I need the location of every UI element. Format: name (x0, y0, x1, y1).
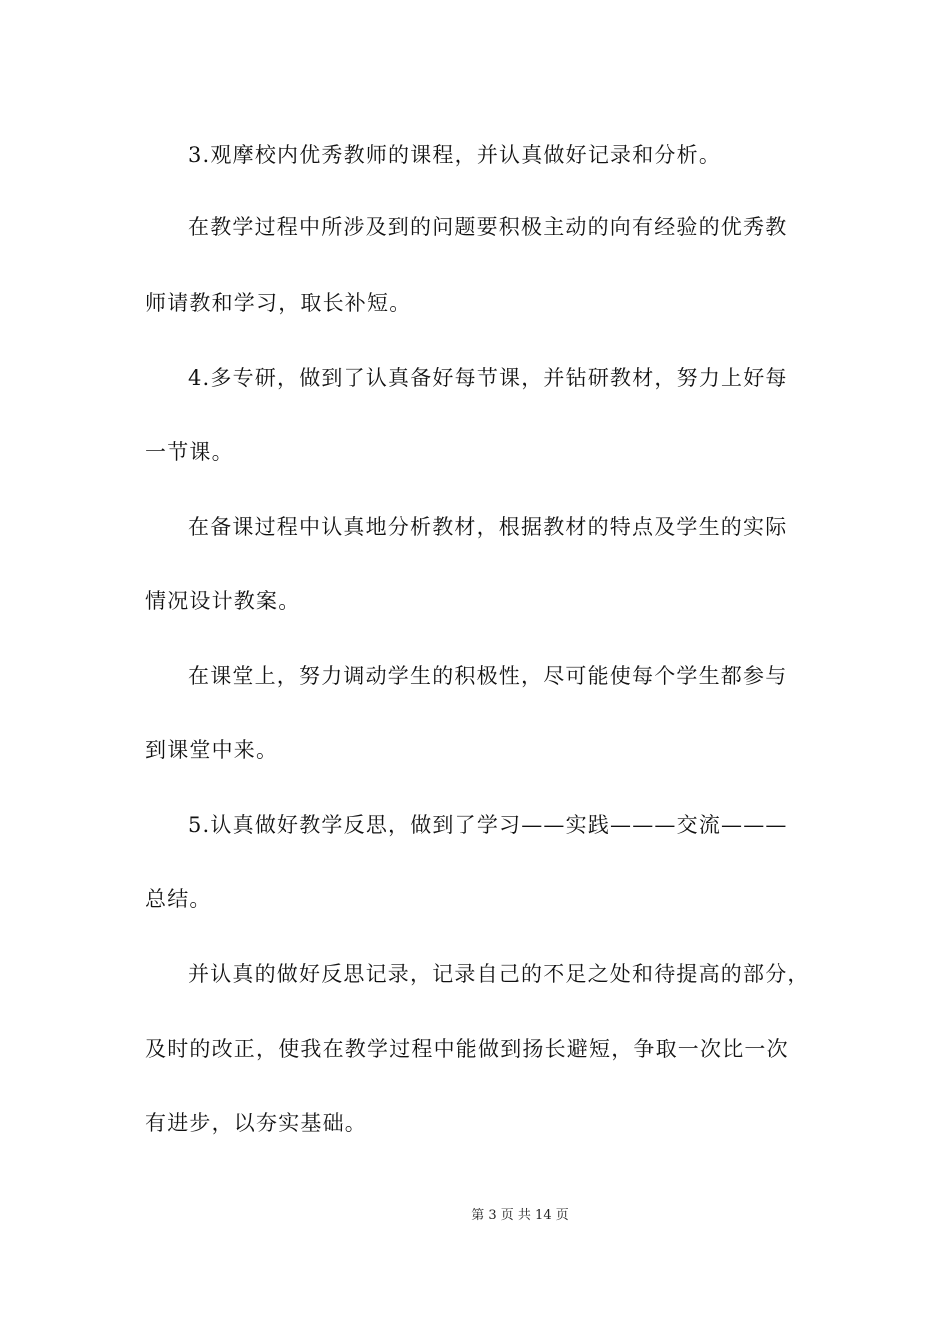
paragraph-line: 3.观摩校内优秀教师的课程，并认真做好记录和分析。 (188, 143, 722, 167)
paragraph-line: 有进步，以夯实基础。 (145, 1111, 367, 1135)
paragraph-line: 并认真的做好反思记录，记录自己的不足之处和待提高的部分， (188, 962, 810, 986)
paragraph-line: 在课堂上，努力调动学生的积极性，尽可能使每个学生都参与 (188, 664, 788, 688)
paragraph-line: 及时的改正，使我在教学过程中能做到扬长避短，争取一次比一次 (145, 1037, 789, 1061)
paragraph-line: 师请教和学习，取长补短。 (145, 291, 412, 315)
paragraph-line: 总结。 (145, 887, 212, 911)
page-number-footer: 第 3 页 共 14 页 (471, 1208, 569, 1223)
paragraph-line: 4.多专研，做到了认真备好每节课，并钻研教材，努力上好每 (188, 366, 788, 390)
paragraph-line: 5.认真做好教学反思，做到了学习——实践———交流——— (188, 813, 788, 837)
paragraph-line: 在教学过程中所涉及到的问题要积极主动的向有经验的优秀教 (188, 215, 788, 239)
paragraph-line: 到课堂中来。 (145, 738, 279, 762)
paragraph-line: 情况设计教案。 (145, 589, 301, 613)
paragraph-line: 在备课过程中认真地分析教材，根据教材的特点及学生的实际 (188, 515, 788, 539)
paragraph-line: 一节课。 (145, 440, 234, 464)
